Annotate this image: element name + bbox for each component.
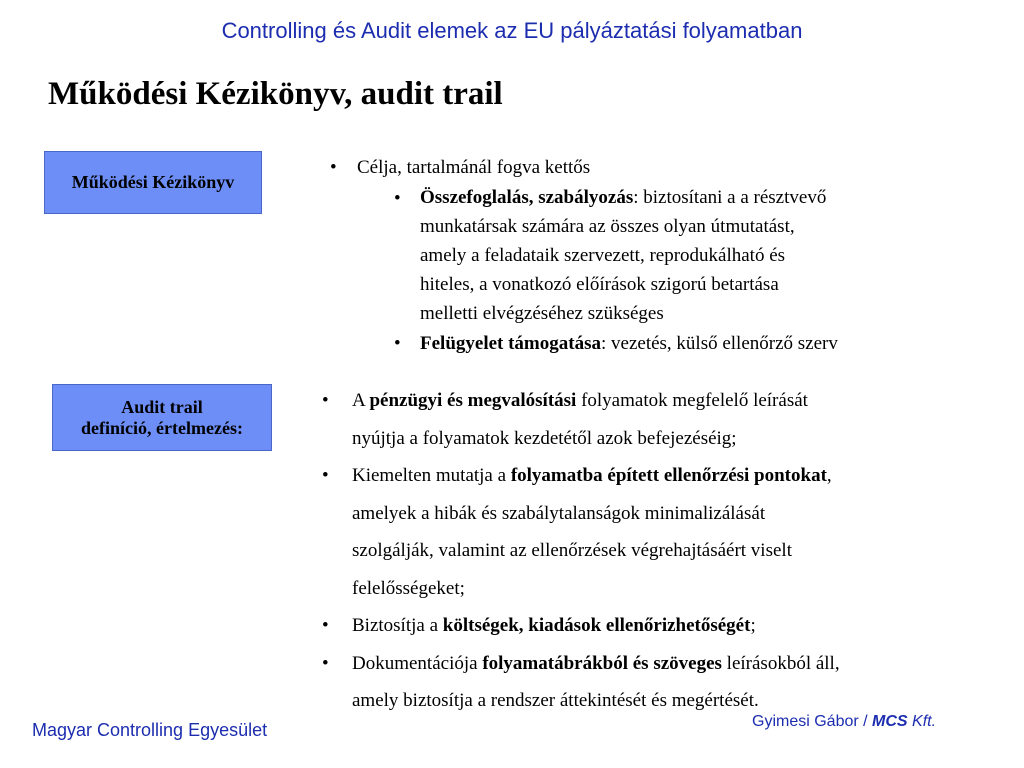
bullet-bold-text: folyamatba épített ellenőrzési pontokat: [510, 465, 827, 486]
bullet-icon: •: [394, 333, 401, 354]
footer-author: [752, 713, 936, 731]
footer-author-name: Gyimesi Gábor /: [752, 713, 873, 730]
bullet-text: folyamatok megfelelő leírását: [576, 390, 808, 411]
bullet-text: Dokumentációja: [352, 652, 483, 674]
bullet-bold-text: költségek, kiadások ellenőrizhetőségét: [442, 615, 751, 636]
slide-header: Controlling és Audit elemek az EU pályáztatási folyamatban: [221, 18, 803, 43]
label-box-text: Működési Kézikönyv: [71, 172, 235, 193]
section-1-text: [330, 152, 1010, 359]
bullet-text-line: munkatársak számára az összes olyan útmutatást,: [420, 216, 795, 237]
bullet-icon: •: [322, 652, 329, 674]
bullet-item: [322, 645, 1017, 720]
sub-bullet-item: [330, 328, 1010, 359]
bullet-item: [330, 152, 1010, 183]
bullet-bold-text: Felügyelet támogatása: [420, 333, 601, 354]
bullet-text: Kiemelten mutatja a: [352, 465, 511, 486]
bullet-text: ;: [750, 615, 756, 636]
bullet-icon: •: [322, 465, 329, 486]
bullet-text: Biztosítja a: [352, 615, 443, 636]
sub-bullet-item: [330, 183, 1010, 328]
label-box-line-1: Audit trail: [121, 396, 203, 417]
footer-kft: Kft.: [907, 713, 937, 730]
bullet-item: [322, 607, 1017, 645]
section-2-text: [322, 382, 1017, 720]
bullet-item: [322, 382, 1017, 457]
bullet-icon: •: [394, 188, 401, 209]
bullet-text: : vezetés, külső ellenőrző szerv: [600, 333, 838, 354]
bullet-text-line: melletti elvégzéséhez szükséges: [420, 303, 664, 324]
bullet-text-line: amely a feladataik szervezett, reprodukálható és: [420, 245, 786, 266]
bullet-text-line: nyújtja a folyamatok kezdetétől azok befejezéséig;: [352, 427, 737, 449]
bullet-text: leírásokból áll,: [721, 652, 840, 674]
bullet-bold-text: folyamatábrákból és szöveges: [482, 652, 722, 674]
bullet-icon: •: [322, 390, 329, 411]
bullet-text: ,: [826, 465, 832, 486]
bullet-bold-text: Összefoglalás, szabályozás: [420, 187, 634, 208]
slide-title: Működési Kézikönyv, audit trail: [48, 76, 503, 112]
footer-organization: Magyar Controlling Egyesület: [32, 720, 268, 740]
label-box-mukodesi-kezikonyv: [44, 151, 262, 214]
bullet-text-line: amelyek a hibák és szabálytalanságok minimalizálását: [352, 502, 766, 524]
bullet-icon: •: [330, 157, 337, 178]
bullet-icon: •: [322, 615, 329, 636]
label-box-line-2: definíció, értelmezés:: [81, 417, 243, 438]
bullet-text-line: amely biztosítja a rendszer áttekintését és megértését.: [352, 690, 759, 711]
bullet-item: [322, 457, 1017, 607]
footer-mcs: MCS: [872, 713, 908, 730]
label-box-audit-trail: [52, 384, 272, 451]
bullet-text-line: felelősségeket;: [352, 577, 465, 599]
bullet-text-line: hiteles, a vonatkozó előírások szigorú betartása: [420, 274, 779, 295]
bullet-text: A: [352, 390, 370, 411]
bullet-text-line: szolgálják, valamint az ellenőrzések végrehajtásáért viselt: [352, 540, 792, 561]
bullet-text: Célja, tartalmánál fogva kettős: [357, 157, 591, 178]
bullet-text: : biztosítani a a résztvevő: [633, 187, 827, 208]
bullet-bold-text: pénzügyi és megvalósítási: [369, 390, 577, 411]
